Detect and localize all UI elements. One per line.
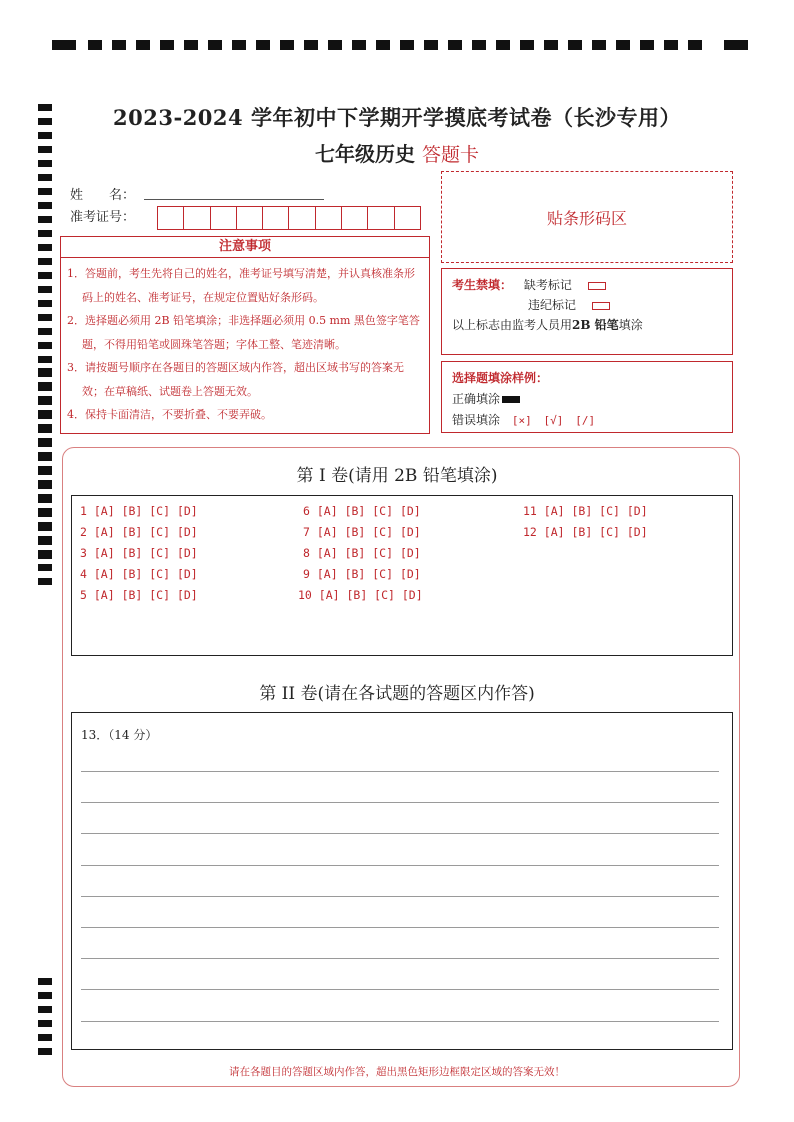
answer-line [81,771,719,772]
timing-mark [256,40,270,50]
top-timing-marks [52,38,748,52]
notice-item: 4．保持卡面清洁，不要折叠、不要弄破。 [67,408,272,421]
timing-mark [38,258,52,265]
timing-mark [52,40,76,50]
exam-id-digit-box[interactable] [368,207,394,229]
timing-mark [592,40,606,50]
notice-item: 3．请按题号顺序在各题目的答题区域内作答，超出区域书写的答案无效；在草稿纸、试题卷上答题无效。 [67,361,404,398]
name-label: 姓 名： [70,188,136,203]
exam-id-digit-box[interactable] [289,207,315,229]
notice-heading: 注意事项 [60,236,430,258]
mc-question-row[interactable]: 7 [A] [B] [C] [D] [303,525,421,539]
timing-mark [38,1034,52,1041]
timing-mark [38,230,52,237]
timing-mark [664,40,678,50]
answer-card-label: 答题卡 [421,144,479,166]
timing-mark [208,40,222,50]
mc-question-row[interactable]: 8 [A] [B] [C] [D] [303,546,421,560]
timing-mark [38,522,52,529]
timing-mark [38,328,52,335]
timing-mark [38,452,52,459]
exam-id-boxes[interactable] [157,206,421,230]
mc-question-row[interactable]: 10 [A] [B] [C] [D] [298,588,423,602]
timing-mark [38,564,52,571]
answer-box-q13[interactable] [71,712,733,1050]
name-field[interactable] [144,199,324,200]
proctor-note-bold: 2B 铅笔 [572,318,619,332]
timing-mark [38,342,52,349]
timing-mark [136,40,150,50]
proctor-note-prefix: 以上标志由监考人员用 [452,318,573,332]
timing-mark [88,40,102,50]
timing-mark [38,536,52,543]
answer-line [81,1021,719,1022]
timing-mark [38,1020,52,1027]
timing-mark [38,410,52,417]
question-13-label: 13．（14 分） [81,728,158,742]
exam-id-digit-box[interactable] [158,207,184,229]
timing-mark [38,508,52,515]
timing-mark [472,40,486,50]
timing-mark [400,40,414,50]
mc-question-row[interactable]: 3 [A] [B] [C] [D] [80,546,198,560]
timing-mark [38,1048,52,1055]
wrong-fill-label: 错误填涂 [452,413,501,427]
exam-title: 2023-2024 学年初中下学期开学摸底考试卷（长沙专用） [113,105,681,130]
timing-mark [38,494,52,501]
exam-id-digit-box[interactable] [211,207,237,229]
correct-fill-label: 正确填涂 [452,392,501,406]
timing-mark [38,300,52,307]
timing-mark [38,396,52,403]
mc-question-row[interactable]: 6 [A] [B] [C] [D] [303,504,421,518]
timing-mark [38,438,52,445]
timing-mark [448,40,462,50]
exam-id-digit-box[interactable] [395,207,420,229]
timing-mark [38,978,52,985]
sample-heading: 选择题填涂样例： [452,371,549,385]
timing-mark [616,40,630,50]
timing-mark [38,286,52,293]
proctor-heading: 考生禁填： [452,278,513,292]
answer-line [81,865,719,866]
answer-line [81,802,719,803]
answer-line [81,958,719,959]
timing-mark [568,40,582,50]
timing-mark [38,550,52,557]
mc-question-row[interactable]: 11 [A] [B] [C] [D] [523,504,648,518]
subject-title: 七年级历史 [315,142,415,166]
section-1-title: 第 I 卷(请用 2B 铅笔填涂) [296,466,498,486]
timing-mark [38,174,52,181]
exam-id-digit-box[interactable] [237,207,263,229]
answer-line [81,927,719,928]
absent-label: 缺考标记 [523,278,572,292]
mc-question-row[interactable]: 1 [A] [B] [C] [D] [80,504,198,518]
mc-question-row[interactable]: 4 [A] [B] [C] [D] [80,567,198,581]
timing-mark [688,40,702,50]
exam-id-label: 准考证号： [70,210,136,225]
timing-mark [38,368,52,375]
timing-mark [724,40,748,50]
timing-mark [376,40,390,50]
timing-mark [38,188,52,195]
timing-mark [38,202,52,209]
timing-mark [38,424,52,431]
timing-mark [38,216,52,223]
timing-mark [640,40,654,50]
violation-mark-box[interactable] [592,302,610,310]
notice-list [60,258,430,434]
mc-question-row[interactable]: 9 [A] [B] [C] [D] [303,567,421,581]
mc-question-row[interactable]: 12 [A] [B] [C] [D] [523,525,648,539]
wrong-mark: [√] [543,414,564,427]
mc-question-row[interactable]: 2 [A] [B] [C] [D] [80,525,198,539]
timing-mark [112,40,126,50]
timing-mark [38,272,52,279]
timing-mark [38,1006,52,1013]
wrong-mark: [×] [511,414,532,427]
timing-mark [38,356,52,363]
absent-mark-box[interactable] [588,282,606,290]
exam-id-digit-box[interactable] [342,207,368,229]
timing-mark [496,40,510,50]
correct-fill-sample [502,396,520,403]
timing-mark [160,40,174,50]
timing-mark [38,578,52,585]
proctor-note-suffix: 填涂 [618,318,643,332]
exam-id-digit-box[interactable] [316,207,342,229]
notice-item: 2．选择题必须用 2B 铅笔填涂；非选择题必须用 0.5 mm 黑色签字笔答题，不得用铅笔或圆珠笔答题；字体工整、笔迹清晰。 [67,314,420,351]
exam-subtitle [0,138,794,167]
timing-mark [280,40,294,50]
answer-line [81,833,719,834]
answer-line [81,896,719,897]
timing-mark [38,992,52,999]
footer-warning: 请在各题目的答题区域内作答，超出黑色矩形边框限定区域的答案无效！ [229,1066,565,1078]
exam-id-digit-box[interactable] [263,207,289,229]
wrong-mark: [/] [575,414,596,427]
timing-mark [328,40,342,50]
timing-mark [544,40,558,50]
timing-mark [352,40,366,50]
mc-question-row[interactable]: 5 [A] [B] [C] [D] [80,588,198,602]
notice-item: 1．答题前，考生先将自己的姓名，准考证号填写清楚，并认真核准条形码上的姓名、准考证号，在规定位置贴好条形码。 [67,267,415,304]
timing-mark [424,40,438,50]
answer-line [81,989,719,990]
timing-mark [38,314,52,321]
exam-id-digit-box[interactable] [184,207,210,229]
violation-label: 违纪标记 [528,298,577,312]
barcode-area: 贴条形码区 [441,171,733,263]
timing-mark [520,40,534,50]
timing-mark [232,40,246,50]
timing-mark [38,244,52,251]
fill-sample-box [441,361,733,433]
timing-mark [38,382,52,389]
timing-mark [304,40,318,50]
timing-mark [184,40,198,50]
proctor-only-box [441,268,733,355]
section-2-title: 第 II 卷(请在各试题的答题区内作答) [259,684,535,704]
